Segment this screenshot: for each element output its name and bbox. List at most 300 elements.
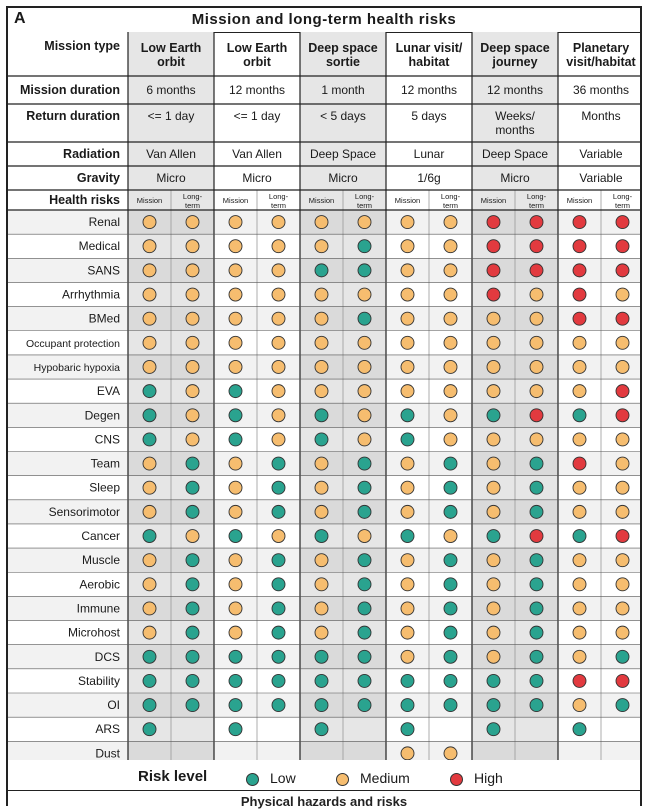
return-duration-label: Weeks/ xyxy=(495,109,535,123)
radiation-label: Deep Space xyxy=(481,147,549,161)
risk-dot-low xyxy=(186,481,199,494)
risk-dot-low xyxy=(315,530,328,543)
risk-dot-low xyxy=(444,481,457,494)
subheader-long-term: Long- xyxy=(526,192,547,201)
risk-dot-low xyxy=(573,530,586,543)
return-duration-label: 5 days xyxy=(411,109,447,123)
risk-dot-low xyxy=(272,626,285,639)
risk-dot-low xyxy=(229,650,242,663)
legend-medium-dot xyxy=(336,773,349,786)
risk-dot-high xyxy=(573,457,586,470)
risk-dot-medium xyxy=(573,578,586,591)
risk-dot-medium xyxy=(401,457,414,470)
risk-dot-medium xyxy=(229,240,242,253)
risk-label: Cancer xyxy=(81,529,120,544)
risk-dot-low xyxy=(186,626,199,639)
risk-dot-medium xyxy=(616,336,629,349)
risk-dot-high xyxy=(616,216,629,229)
risk-dot-medium xyxy=(573,433,586,446)
row-header-gravity: Gravity xyxy=(76,171,120,185)
risk-dot-medium xyxy=(616,602,629,615)
risk-dot-high xyxy=(573,264,586,277)
risk-dot-low xyxy=(143,723,156,736)
risk-dot-medium xyxy=(401,602,414,615)
risk-dot-low xyxy=(186,650,199,663)
risk-dot-medium xyxy=(315,385,328,398)
risk-dot-low xyxy=(401,433,414,446)
risk-dot-medium xyxy=(315,578,328,591)
bottom-panel-strip xyxy=(6,790,642,809)
risk-dot-medium xyxy=(315,288,328,301)
risk-dot-medium xyxy=(444,216,457,229)
risk-dot-medium xyxy=(530,336,543,349)
risk-dot-high xyxy=(530,264,543,277)
risk-dot-low xyxy=(444,554,457,567)
risk-dot-medium xyxy=(573,481,586,494)
risk-dot-medium xyxy=(272,264,285,277)
risk-dot-low xyxy=(143,699,156,712)
risk-dot-low xyxy=(229,409,242,422)
risk-dot-medium xyxy=(444,240,457,253)
risk-label: Stability xyxy=(77,673,120,688)
risk-dot-low xyxy=(401,674,414,687)
subheader-mission: Mission xyxy=(222,196,249,205)
risk-dot-high xyxy=(616,312,629,325)
risk-dot-low xyxy=(186,578,199,591)
risk-table xyxy=(8,8,640,760)
risk-dot-medium xyxy=(229,554,242,567)
risk-dot-low xyxy=(444,505,457,518)
risk-dot-medium xyxy=(487,481,500,494)
risk-dot-low xyxy=(229,723,242,736)
risk-dot-low xyxy=(143,674,156,687)
legend-high-dot xyxy=(450,773,463,786)
risk-dot-low xyxy=(315,674,328,687)
risk-dot-low xyxy=(315,409,328,422)
risk-dot-low xyxy=(358,457,371,470)
risk-dot-medium xyxy=(186,530,199,543)
risk-dot-medium xyxy=(444,288,457,301)
risk-dot-low xyxy=(530,626,543,639)
risk-dot-low xyxy=(573,723,586,736)
risk-dot-medium xyxy=(272,336,285,349)
mission-duration-label: 6 months xyxy=(146,83,196,97)
risk-dot-medium xyxy=(186,385,199,398)
risk-dot-low xyxy=(229,433,242,446)
risk-label: Degen xyxy=(84,408,120,423)
mission-duration-label: 1 month xyxy=(321,83,365,97)
risk-dot-medium xyxy=(616,288,629,301)
risk-dot-high xyxy=(530,216,543,229)
risk-dot-medium xyxy=(401,312,414,325)
return-duration-label: <= 1 day xyxy=(233,109,281,123)
risk-dot-medium xyxy=(229,264,242,277)
risk-dot-low xyxy=(315,723,328,736)
risk-dot-high xyxy=(530,530,543,543)
risk-dot-medium xyxy=(573,385,586,398)
risk-dot-medium xyxy=(444,336,457,349)
risk-dot-high xyxy=(573,216,586,229)
mission-duration-label: 36 months xyxy=(572,83,630,97)
risk-dot-low xyxy=(358,578,371,591)
return-duration-label: Months xyxy=(581,109,621,123)
risk-dot-low xyxy=(401,530,414,543)
radiation-label: Variable xyxy=(579,147,623,161)
risk-dot-low xyxy=(401,409,414,422)
risk-dot-low xyxy=(143,530,156,543)
row-header-health_risks: Health risks xyxy=(49,193,120,207)
table-frame xyxy=(6,6,642,806)
risk-label: OI xyxy=(107,698,120,713)
risk-dot-low xyxy=(616,699,629,712)
mission-duration-label: 12 months xyxy=(400,83,458,97)
risk-dot-medium xyxy=(444,385,457,398)
risk-dot-medium xyxy=(143,578,156,591)
risk-dot-high xyxy=(487,240,500,253)
risk-dot-medium xyxy=(401,264,414,277)
risk-dot-low xyxy=(616,650,629,663)
risk-dot-low xyxy=(444,578,457,591)
risk-label: Hypobaric hypoxia xyxy=(33,361,120,374)
risk-dot-low xyxy=(487,699,500,712)
risk-dot-medium xyxy=(315,602,328,615)
subheader-mission: Mission xyxy=(480,196,507,205)
risk-dot-medium xyxy=(229,288,242,301)
risk-dot-low xyxy=(143,650,156,663)
risk-dot-medium xyxy=(487,336,500,349)
risk-dot-low xyxy=(272,650,285,663)
risk-dot-low xyxy=(487,409,500,422)
risk-dot-medium xyxy=(186,288,199,301)
risk-dot-medium xyxy=(186,216,199,229)
mission-type-label: habitat xyxy=(408,55,450,69)
risk-dot-medium xyxy=(401,288,414,301)
risk-label: Immune xyxy=(76,601,120,616)
risk-dot-medium xyxy=(272,288,285,301)
subheader-long-term: term xyxy=(185,201,200,210)
risk-dot-medium xyxy=(487,505,500,518)
mission-type-label: Low Earth xyxy=(140,41,202,55)
mission-type-label: orbit xyxy=(157,55,185,69)
risk-dot-low xyxy=(272,602,285,615)
risk-dot-medium xyxy=(616,457,629,470)
subheader-mission: Mission xyxy=(136,196,163,205)
gravity-label: Micro xyxy=(328,171,358,185)
risk-dot-low xyxy=(358,602,371,615)
risk-dot-low xyxy=(401,699,414,712)
risk-dot-medium xyxy=(487,360,500,373)
subheader-long-term: Long- xyxy=(612,192,633,201)
risk-dot-medium xyxy=(573,650,586,663)
risk-dot-medium xyxy=(444,433,457,446)
subheader-long-term: Long- xyxy=(440,192,461,201)
risk-dot-low xyxy=(272,457,285,470)
subheader-long-term: term xyxy=(615,201,630,210)
risk-dot-medium xyxy=(229,457,242,470)
risk-dot-high xyxy=(530,240,543,253)
subheader-long-term: term xyxy=(271,201,286,210)
risk-dot-medium xyxy=(358,336,371,349)
risk-dot-medium xyxy=(143,264,156,277)
mission-duration-label: 12 months xyxy=(486,83,544,97)
risk-dot-medium xyxy=(616,481,629,494)
risk-dot-low xyxy=(358,626,371,639)
legend-title: Risk level xyxy=(138,768,208,785)
risk-dot-medium xyxy=(401,650,414,663)
risk-dot-low xyxy=(358,650,371,663)
mission-type-label: Deep space xyxy=(480,41,550,55)
risk-dot-medium xyxy=(229,216,242,229)
risk-dot-low xyxy=(358,240,371,253)
risk-dot-low xyxy=(530,650,543,663)
risk-dot-medium xyxy=(229,360,242,373)
row-header-mission_type: Mission type xyxy=(44,39,120,53)
risk-dot-low xyxy=(358,264,371,277)
risk-dot-medium xyxy=(229,336,242,349)
risk-dot-low xyxy=(272,674,285,687)
risk-dot-low xyxy=(186,674,199,687)
risk-dot-low xyxy=(530,554,543,567)
risk-dot-medium xyxy=(143,602,156,615)
risk-dot-medium xyxy=(401,216,414,229)
gravity-label: Micro xyxy=(500,171,530,185)
risk-dot-high xyxy=(487,264,500,277)
risk-dot-low xyxy=(530,674,543,687)
risk-dot-high xyxy=(573,312,586,325)
risk-dot-medium xyxy=(315,360,328,373)
risk-dot-medium xyxy=(143,554,156,567)
risk-dot-low xyxy=(530,457,543,470)
risk-dot-medium xyxy=(487,385,500,398)
risk-dot-medium xyxy=(487,312,500,325)
risk-dot-medium xyxy=(573,554,586,567)
risk-dot-medium xyxy=(573,336,586,349)
risk-dot-medium xyxy=(315,505,328,518)
risk-dot-medium xyxy=(487,650,500,663)
risk-dot-low xyxy=(272,578,285,591)
risk-dot-medium xyxy=(616,505,629,518)
risk-dot-medium xyxy=(358,360,371,373)
risk-dot-medium xyxy=(272,530,285,543)
panel-letter: A xyxy=(14,10,26,27)
risk-label: Arrhythmia xyxy=(61,287,120,302)
risk-dot-medium xyxy=(444,409,457,422)
risk-dot-low xyxy=(487,530,500,543)
risk-dot-medium xyxy=(616,433,629,446)
risk-dot-low xyxy=(315,433,328,446)
risk-dot-low xyxy=(143,385,156,398)
risk-dot-low xyxy=(229,530,242,543)
risk-dot-low xyxy=(272,481,285,494)
risk-dot-medium xyxy=(530,385,543,398)
risk-dot-low xyxy=(315,699,328,712)
bottom-panel-title: Physical hazards and risks xyxy=(240,794,408,809)
radiation-label: Deep Space xyxy=(309,147,377,161)
mission-type-label: visit/habitat xyxy=(566,55,636,69)
radiation-label: Van Allen xyxy=(146,147,196,161)
risk-dot-high xyxy=(616,409,629,422)
risk-dot-low xyxy=(186,699,199,712)
subheader-long-term: Long- xyxy=(268,192,289,201)
mission-type-label: Low Earth xyxy=(226,41,288,55)
subheader-long-term: Long- xyxy=(354,192,375,201)
risk-label: Aerobic xyxy=(79,577,120,592)
risk-dot-medium xyxy=(487,457,500,470)
risk-label: Muscle xyxy=(81,553,120,568)
risk-dot-medium xyxy=(272,360,285,373)
mission-type-label: orbit xyxy=(243,55,271,69)
risk-dot-medium xyxy=(444,360,457,373)
risk-dot-medium xyxy=(315,312,328,325)
risk-dot-medium xyxy=(616,360,629,373)
risk-dot-medium xyxy=(401,481,414,494)
legend-low-dot xyxy=(246,773,259,786)
risk-dot-high xyxy=(616,240,629,253)
risk-dot-medium xyxy=(229,602,242,615)
risk-dot-medium xyxy=(272,216,285,229)
risk-label: Renal xyxy=(88,215,120,230)
risk-dot-medium xyxy=(186,312,199,325)
risk-dot-medium xyxy=(143,360,156,373)
risk-label: ARS xyxy=(95,722,120,737)
risk-dot-medium xyxy=(401,747,414,760)
risk-dot-low xyxy=(444,650,457,663)
subheader-mission: Mission xyxy=(566,196,593,205)
risk-dot-medium xyxy=(358,530,371,543)
risk-dot-low xyxy=(530,481,543,494)
risk-dot-medium xyxy=(315,336,328,349)
risk-dot-low xyxy=(444,626,457,639)
risk-dot-medium xyxy=(573,602,586,615)
row-header-return_duration: Return duration xyxy=(26,109,120,123)
risk-label: SANS xyxy=(87,263,120,278)
risk-dot-low xyxy=(143,433,156,446)
subheader-long-term: term xyxy=(529,201,544,210)
mission-type-label: Lunar visit/ xyxy=(395,41,463,55)
risk-dot-medium xyxy=(315,216,328,229)
legend-medium-label: Medium xyxy=(360,770,410,786)
risk-dot-medium xyxy=(487,433,500,446)
risk-dot-medium xyxy=(487,554,500,567)
risk-dot-medium xyxy=(573,626,586,639)
risk-dot-high xyxy=(616,385,629,398)
risk-dot-low xyxy=(186,602,199,615)
risk-dot-medium xyxy=(358,433,371,446)
risk-dot-low xyxy=(272,554,285,567)
risk-dot-low xyxy=(315,650,328,663)
risk-dot-medium xyxy=(401,578,414,591)
subheader-long-term: term xyxy=(443,201,458,210)
risk-dot-low xyxy=(358,505,371,518)
risk-dot-medium xyxy=(530,433,543,446)
mission-type-label: sortie xyxy=(325,55,361,69)
risk-dot-medium xyxy=(186,240,199,253)
risk-dot-high xyxy=(530,409,543,422)
gravity-label: Micro xyxy=(156,171,186,185)
risk-dot-medium xyxy=(358,288,371,301)
risk-dot-medium xyxy=(186,264,199,277)
risk-label: Dust xyxy=(95,746,120,760)
risk-dot-medium xyxy=(143,312,156,325)
risk-dot-medium xyxy=(616,554,629,567)
radiation-label: Van Allen xyxy=(232,147,282,161)
risk-dot-medium xyxy=(401,554,414,567)
risk-dot-medium xyxy=(444,530,457,543)
risk-dot-medium xyxy=(315,481,328,494)
risk-dot-medium xyxy=(143,288,156,301)
risk-dot-low xyxy=(358,674,371,687)
risk-dot-medium xyxy=(143,240,156,253)
risk-dot-medium xyxy=(229,312,242,325)
risk-dot-low xyxy=(229,699,242,712)
risk-dot-medium xyxy=(401,240,414,253)
risk-dot-low xyxy=(487,723,500,736)
risk-dot-medium xyxy=(272,385,285,398)
risk-dot-low xyxy=(530,505,543,518)
gravity-label: Micro xyxy=(242,171,272,185)
risk-label: EVA xyxy=(96,384,120,399)
radiation-label: Lunar xyxy=(413,147,445,161)
risk-dot-high xyxy=(616,264,629,277)
risk-label: Sleep xyxy=(89,480,120,495)
risk-dot-low xyxy=(401,723,414,736)
risk-dot-low xyxy=(186,554,199,567)
risk-dot-medium xyxy=(530,360,543,373)
mission-type-label: journey xyxy=(492,55,538,69)
table-title: Mission and long-term health risks xyxy=(191,11,457,28)
risk-dot-low xyxy=(530,578,543,591)
risk-dot-medium xyxy=(315,457,328,470)
row-header-mission_duration: Mission duration xyxy=(20,83,120,97)
risk-dot-medium xyxy=(530,288,543,301)
risk-dot-medium xyxy=(487,602,500,615)
risk-dot-low xyxy=(530,602,543,615)
risk-dot-medium xyxy=(229,481,242,494)
risk-dot-low xyxy=(358,699,371,712)
risk-dot-high xyxy=(616,674,629,687)
risk-dot-low xyxy=(358,481,371,494)
risk-dot-low xyxy=(186,457,199,470)
return-duration-label: <= 1 day xyxy=(147,109,195,123)
return-duration-label: < 5 days xyxy=(320,109,366,123)
mission-duration-label: 12 months xyxy=(228,83,286,97)
risk-dot-low xyxy=(229,674,242,687)
risk-dot-low xyxy=(444,457,457,470)
risk-dot-medium xyxy=(186,433,199,446)
risk-dot-low xyxy=(186,505,199,518)
risk-dot-medium xyxy=(186,360,199,373)
risk-dot-medium xyxy=(272,240,285,253)
risk-dot-medium xyxy=(272,409,285,422)
risk-dot-medium xyxy=(358,409,371,422)
risk-dot-medium xyxy=(487,578,500,591)
risk-dot-medium xyxy=(530,312,543,325)
risk-dot-medium xyxy=(143,626,156,639)
risk-dot-low xyxy=(143,409,156,422)
risk-dot-medium xyxy=(186,409,199,422)
risk-dot-medium xyxy=(444,312,457,325)
risk-dot-medium xyxy=(401,505,414,518)
risk-dot-medium xyxy=(143,216,156,229)
subheader-mission: Mission xyxy=(308,196,335,205)
mission-type-label: Planetary xyxy=(572,41,630,55)
risk-dot-medium xyxy=(143,505,156,518)
risk-dot-low xyxy=(358,312,371,325)
risk-dot-medium xyxy=(487,626,500,639)
subheader-mission: Mission xyxy=(394,196,421,205)
risk-dot-medium xyxy=(401,336,414,349)
risk-dot-medium xyxy=(573,699,586,712)
